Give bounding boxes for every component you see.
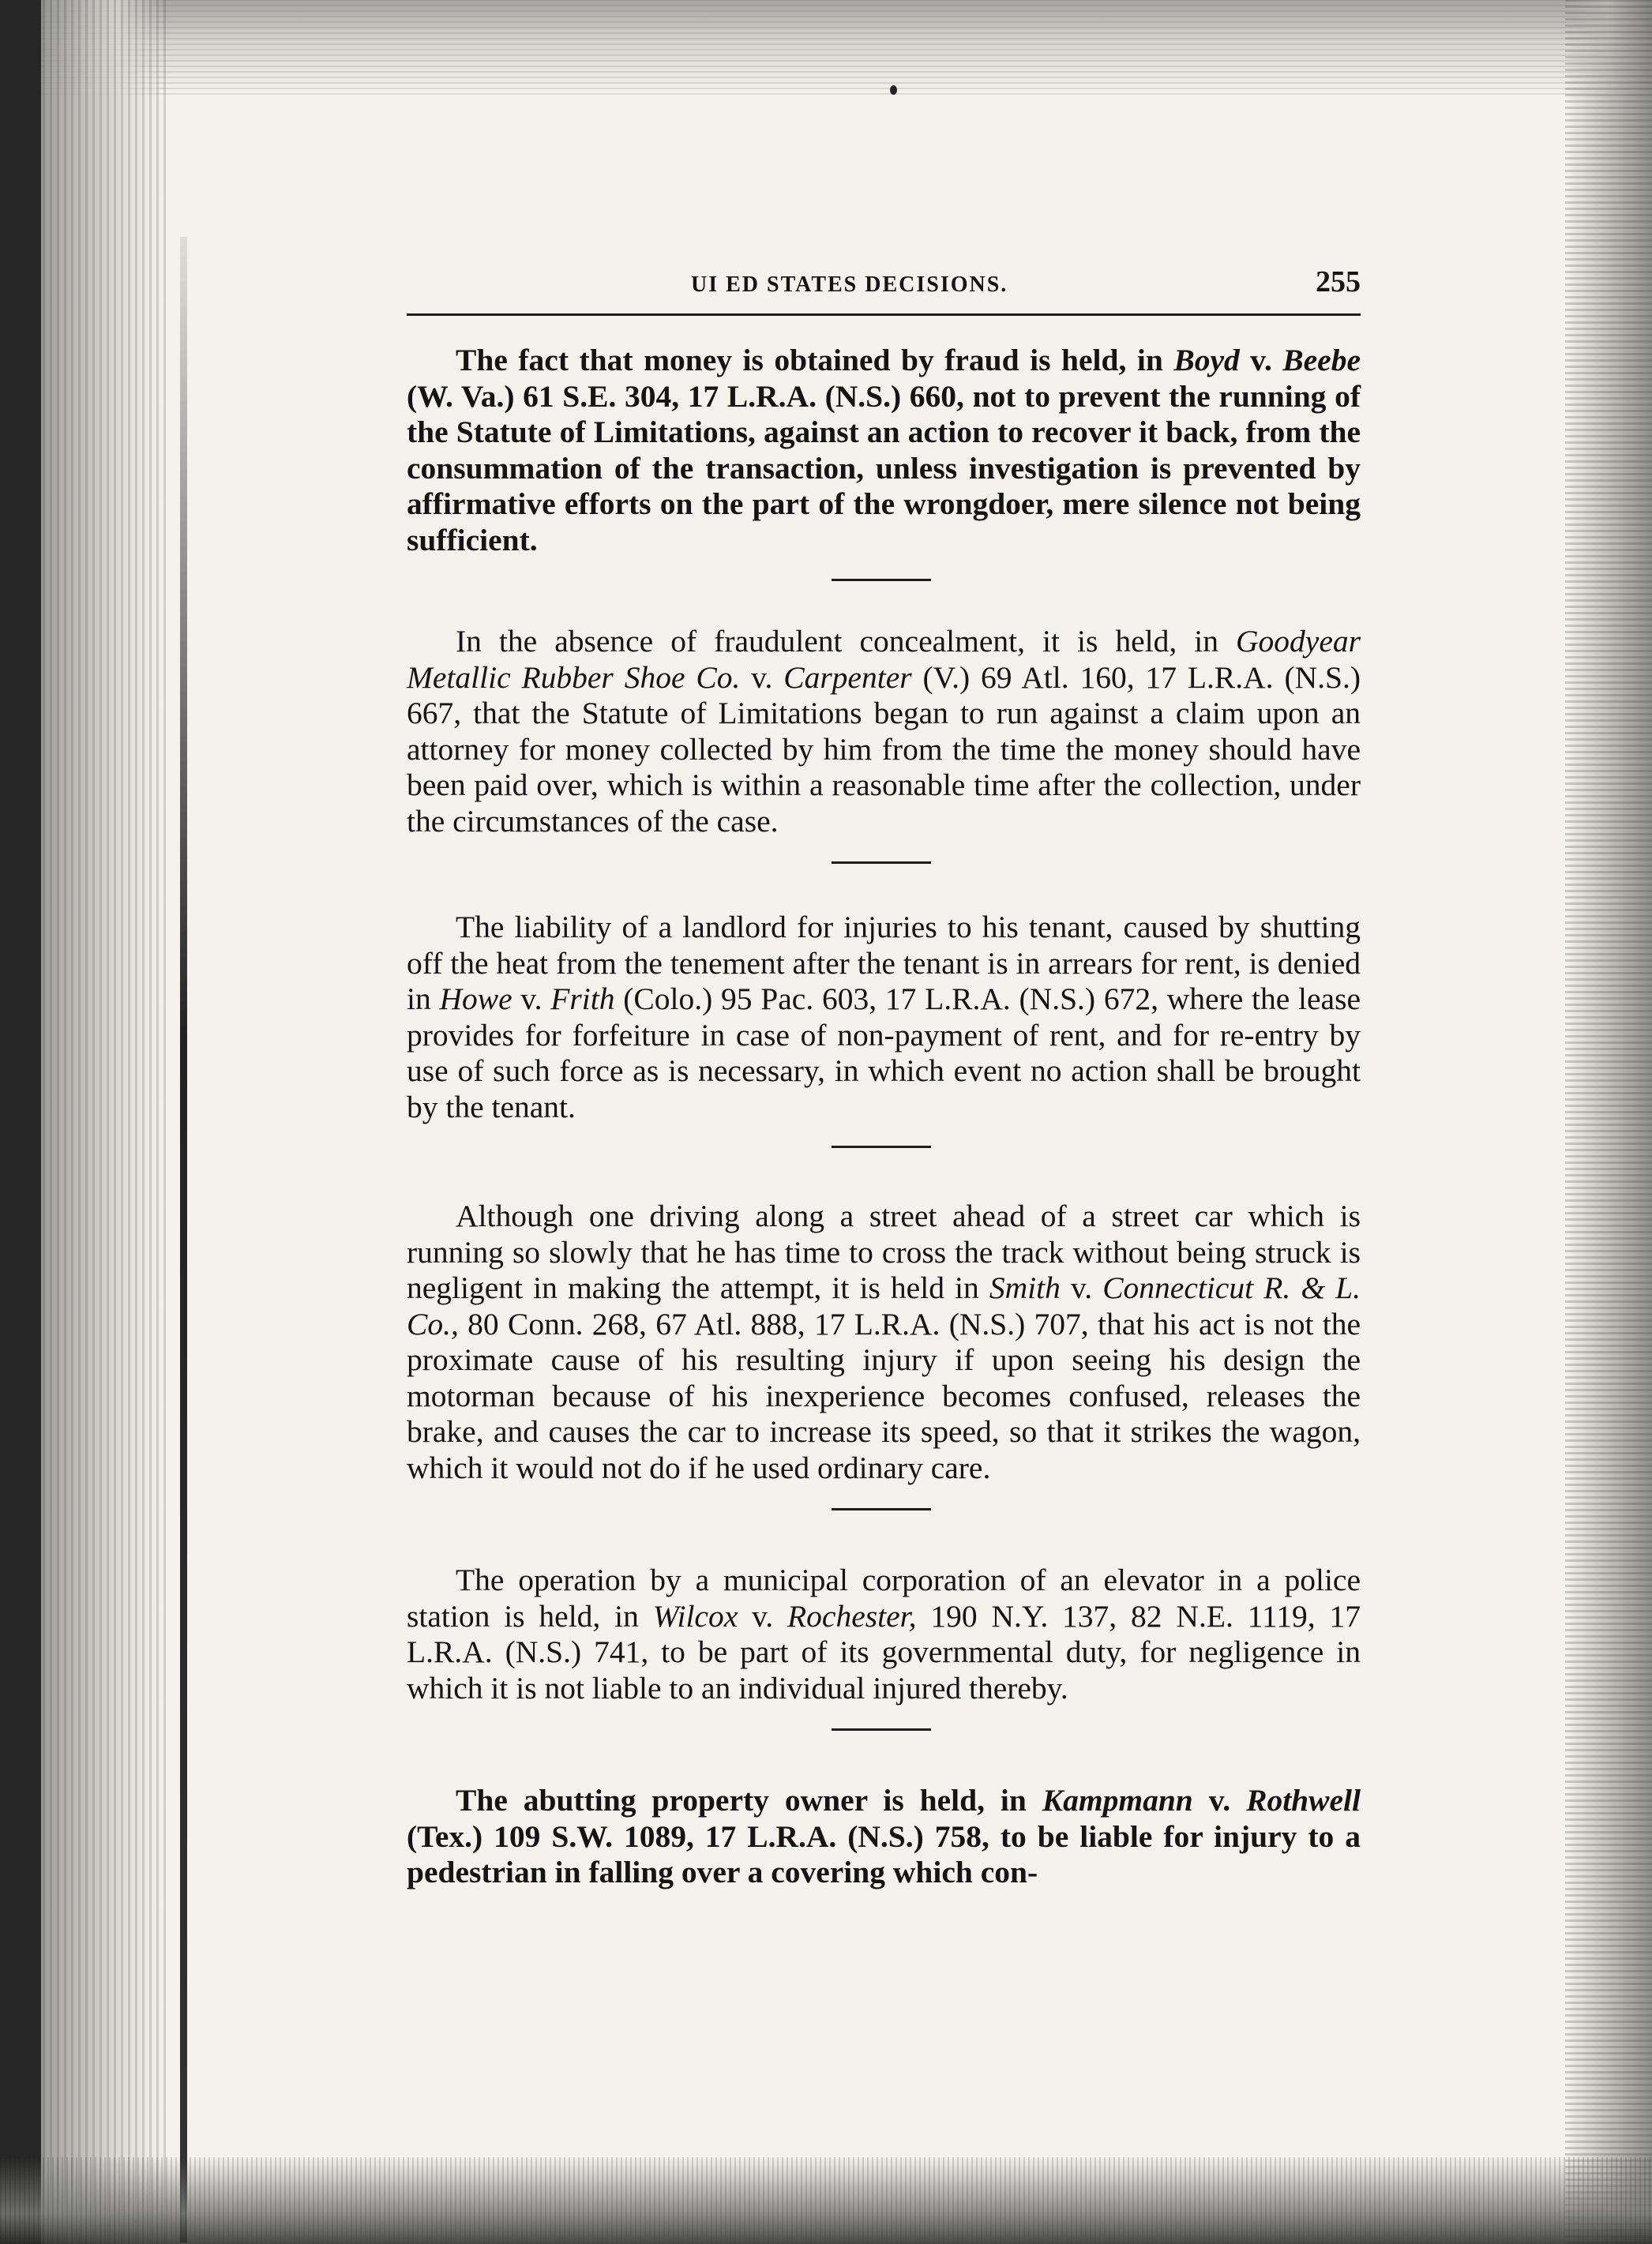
paragraph-text: The liability of a landlord for injuries to his tenant, caused by shutting off the heat from the tenement after the tenant is in arrears for rent, is denied in [407,910,1361,1016]
paragraph-text: The operation by a municipal corporation of an elevator in a police station is held, in [407,1563,1361,1634]
scan-speck [890,85,897,95]
paragraph-text: v. [740,659,784,695]
paragraph-text: v. [1060,1270,1103,1305]
scan-binding-shadow [0,0,41,2244]
paragraph-text: 190 N.Y. 137, 82 N.E. 1119, 17 L.R.A. (N.S.) 741, to be part of its governmental duty, for negligence in which it is not liable to an individual injured thereby. [407,1598,1361,1706]
case-name: Howe [439,981,512,1016]
paragraph-text: v. [1239,343,1283,377]
section-separator [832,579,931,581]
paragraph-text: In the absence of fraudulent concealment, it is held, in [456,624,1237,659]
paragraph [407,343,1361,558]
scan-edge-right [1565,0,1652,2244]
paragraph [407,624,1361,839]
section-separator [832,1146,931,1148]
paragraph [407,1783,1361,1891]
case-name: Kampmann [1042,1783,1193,1818]
case-name: Goodyear Metallic Rubber Shoe Co. [407,624,1361,695]
paragraph-text: (W. Va.) 61 S.E. 304, 17 L.R.A. (N.S.) 660, not to prevent the running of the Statute of Limitations, against an action to recover it back, from the consummation of the transaction, unless investigation is prevented by affirmative efforts on the part of the wrongdoer, mere silence not being sufficient. [407,378,1361,557]
case-name: Connecticut R. & L. Co., [407,1270,1361,1342]
paragraph-text: Although one driving along a street ahead of a street car which is running so slowly that he has time to cross the track without being struck is negligent in making the attempt, it is held in [407,1199,1361,1305]
paragraph-text: v. [512,981,551,1016]
document-page [407,265,1361,1891]
section-separator [832,861,931,864]
section-separator [832,1508,931,1510]
section-separator [832,1728,931,1731]
paragraph [407,1563,1361,1706]
paragraph-text: (Colo.) 95 Pac. 603, 17 L.R.A. (N.S.) 672, where the lease provides for forfeiture in case of non-payment of rent, and for re-entry by use of such force as is necessary, in which event no action shall be brought by the tenant. [407,981,1361,1124]
paragraph-text: 80 Conn. 268, 67 Atl. 888, 17 L.R.A. (N.S.) 707, that his act is not the proximate cause of his resulting injury if upon seeing his design the motorman because of his inexperience becomes confused, releases the brake, and causes the car to increase its speed, so that it strikes the wagon, which it would not do if he used ordinary care. [407,1306,1361,1485]
page-number: 255 [1316,265,1361,298]
case-name: Boyd [1173,343,1240,377]
paragraph-text: (Tex.) 109 S.W. 1089, 17 L.R.A. (N.S.) 758, to be liable for injury to a pedestrian in falling over a covering which con- [407,1818,1361,1889]
case-name: Rochester, [787,1598,917,1634]
paragraph-text: v. [738,1598,788,1634]
case-name: Carpenter [783,659,912,695]
paragraph [407,910,1361,1125]
scan-margin-line [180,237,187,2242]
case-name: Rothwell [1246,1783,1361,1818]
case-name: Smith [989,1270,1061,1305]
paragraph-text: The abutting property owner is held, in [456,1783,1042,1818]
paragraph-text: (V.) 69 Atl. 160, 17 L.R.A. (N.S.) 667, that the Statute of Limitations began to run against a claim upon an attorney for money collected by him from the time the money should have been paid over, which is within a reasonable time after the collection, under the circumstances of the case. [407,659,1361,839]
paragraph-text: The fact that money is obtained by fraud is held, in [456,343,1174,377]
scan-edge-bottom [0,2157,1652,2244]
case-name: Frith [550,981,615,1016]
case-name: Beebe [1282,343,1361,377]
paragraph [407,1199,1361,1486]
scan-edge-top [0,0,1652,95]
running-head [407,265,1361,307]
running-title: UI ED STATES DECISIONS. [691,272,1008,297]
paragraph-text: v. [1192,1783,1247,1818]
case-name: Wilcox [652,1598,738,1634]
header-rule [407,313,1361,316]
